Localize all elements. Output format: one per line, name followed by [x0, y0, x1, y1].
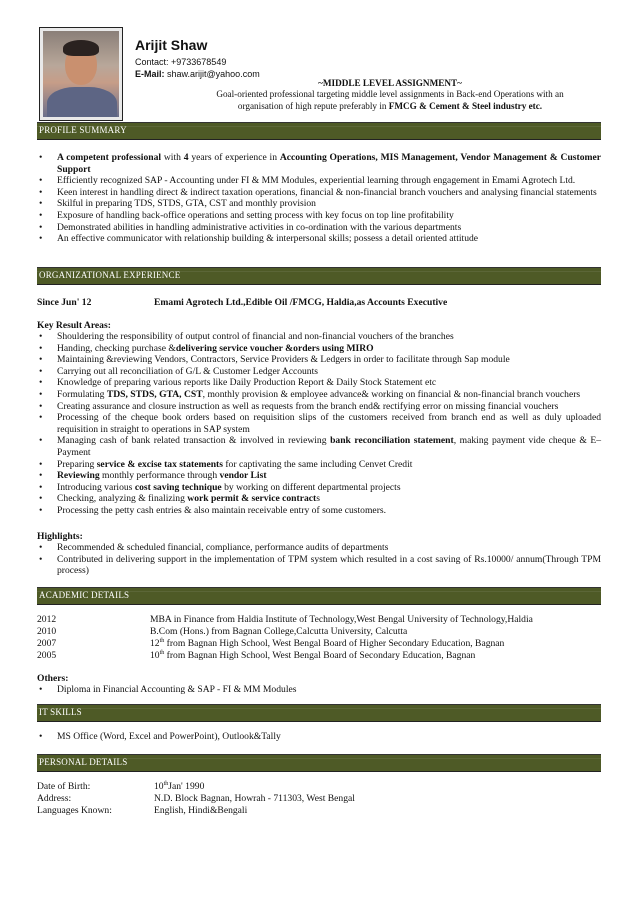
list-item: • Checking, analyzing & finalizing work permit & service contracts: [37, 493, 601, 505]
list-item: • Formulating TDS, STDS, GTA, CST, monthly provision & employee advance& working on financial & non-financial branch vouchers: [37, 389, 601, 401]
list-item: • Knowledge of preparing various reports like Daily Production Report & Daily Stock Statement etc: [37, 377, 601, 389]
kra-label: Key Result Areas:: [37, 320, 111, 331]
assignment-title: ~MIDDLE LEVEL ASSIGNMENT~: [318, 78, 462, 88]
contact-block: [135, 56, 260, 80]
experience-since: Since Jun' 12: [37, 297, 92, 308]
list-item: • Introducing various cost saving technique by working on different departmental projects: [37, 482, 601, 494]
section-header-academic: ACADEMIC DETAILS: [37, 587, 601, 605]
experience-company: Emami Agrotech Ltd.,Edible Oil /FMCG, Haldia,as Accounts Executive: [154, 297, 448, 308]
email-label: E-Mail:: [135, 69, 165, 79]
list-item: • Carrying out all reconciliation of G/L & Customer Ledger Accounts: [37, 366, 601, 378]
list-item: • Handing, checking purchase &delivering service voucher &orders using MIRO: [37, 343, 601, 355]
it-list: [37, 731, 601, 743]
list-item: • Shouldering the responsibility of output control of financial and non-financial vouchers of the branches: [37, 331, 601, 343]
highlights-list: [37, 542, 601, 577]
list-item: • MS Office (Word, Excel and PowerPoint), Outlook&Tally: [37, 731, 601, 743]
highlights-label: Highlights:: [37, 531, 83, 542]
profile-photo: [39, 27, 123, 121]
list-item: • Maintaining &reviewing Vendors, Contractors, Service Providers & Ledgers in order to facilitate through Sap module: [37, 354, 601, 366]
email-value: shaw.arijit@yahoo.com: [164, 69, 260, 79]
list-item: • Managing cash of bank related transaction & involved in reviewing bank reconciliation statement, making payment vide cheque & E–Payment: [37, 435, 601, 458]
assignment-line2: organisation of high repute preferably in FMCG & Cement & Steel industry etc.: [237, 100, 543, 111]
list-item: • Demonstrated abilities in handling administrative activities in co-ordination with the various departments: [37, 222, 601, 234]
list-item: • Keen interest in handling direct & indirect taxation operations, financial & non-financial branch vouchers and analysing financial statements: [37, 187, 601, 199]
profile-list: [37, 152, 601, 245]
list-item: • Processing the petty cash entries & also maintain receivable entry of some customers.: [37, 505, 601, 517]
assignment-line1: Goal-oriented professional targeting middle level assignments in Back-end Operations with an: [216, 89, 564, 100]
contact-phone: Contact: +9733678549: [135, 57, 227, 67]
others-label: Others:: [37, 673, 69, 684]
assignment-block: [180, 78, 600, 112]
list-item: • Exposure of handling back-office operations and setting process with key focus on top line profitability: [37, 210, 601, 222]
section-header-profile: PROFILE SUMMARY: [37, 122, 601, 140]
list-item: • Preparing service & excise tax statements for captivating the same including Cenvet Credit: [37, 459, 601, 471]
section-header-experience: ORGANIZATIONAL EXPERIENCE: [37, 267, 601, 285]
list-item: • An effective communicator with relationship building & interpersonal skills; possess a detail oriented attitude: [37, 233, 601, 245]
list-item: • Skilful in preparing TDS, STDS, GTA, CST and monthly provision: [37, 198, 601, 210]
list-item: • Recommended & scheduled financial, compliance, performance audits of departments: [37, 542, 601, 554]
section-header-personal: PERSONAL DETAILS: [37, 754, 601, 772]
candidate-name: Arijit Shaw: [135, 37, 208, 53]
list-item: • Reviewing monthly performance through vendor List: [37, 470, 601, 482]
list-item: • A competent professional with 4 years of experience in Accounting Operations, MIS Management, Vendor Management & Customer Support: [37, 152, 601, 175]
list-item: • Contributed in delivering support in the implementation of TPM system which resulted in a cost saving of Rs.10000/ annum(Through TPM process): [37, 554, 601, 577]
kra-list: [37, 331, 601, 517]
list-item: • Efficiently recognized SAP - Accounting under FI & MM Modules, experiential learning through engagement in Emami Agrotech Ltd.: [37, 175, 601, 187]
list-item: • Diploma in Financial Accounting & SAP - FI & MM Modules: [37, 684, 601, 696]
list-item: • Creating assurance and closure instruction as well as requests from the branch end& rectifying error on missing financial vouchers: [37, 401, 601, 413]
list-item: • Processing of the cheque book orders based on requisition slips of the customers received from branch end as well as duly uploaded requisition in straight to operations in SAP system: [37, 412, 601, 435]
section-header-it: IT SKILLS: [37, 704, 601, 722]
others-list: [37, 684, 601, 696]
